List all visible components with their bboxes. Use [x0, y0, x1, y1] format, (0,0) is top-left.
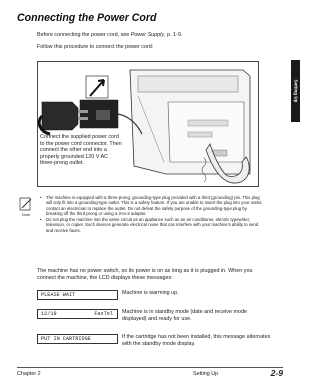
figure-caption: Connect the supplied power cord to the power cord connector. Then connect the other end into a properly grounded 120 V AC three-prong outlet. [40, 134, 122, 167]
lcd-display-standby [37, 309, 118, 319]
lcd-display-cartridge [37, 334, 118, 344]
note-item: • Do not plug the machine into the same circuit as an appliance such as an air conditioner, electric typewriter, television, or copier. Such devices generate electrical noise that can interfere with your machine's ability to send and receive faxes. [40, 217, 264, 233]
page-footer [17, 367, 283, 378]
power-cord-illustration [38, 62, 260, 188]
figure-frame [37, 61, 259, 187]
lcd-text: PUT IN CARTRIDGE [41, 336, 91, 342]
lcd-text: PLEASE WAIT [41, 292, 76, 298]
lcd-description-warming: Machine is warming up. [122, 290, 179, 296]
lcd-description-standby: Machine is in standby mode (date and receive mode displayed) and ready for use. [122, 309, 247, 322]
lcd-display-warming [37, 290, 118, 300]
lcd-text-right: FaxTel [94, 311, 113, 317]
body-paragraph: The machine has no power switch, so its power is on as long as it is plugged in. When you connect the machine, the LCD displays these messages: [37, 268, 253, 281]
note-item: • The machine is equipped with a three-prong, grounding-type plug provided with a third (grounding) pin. This plug will only fit into a grounding-type outlet. This is a safety feature. If you are unable to insert the plug into your outlet, contact an electrician to replace the outlet. Do not defeat the safety purpose of the grounding-type plug by breaking off the third prong or using a 3-to-2 adapter. [40, 195, 264, 216]
intro-paragraph-2: Follow this procedure to connect the power cord: [37, 44, 154, 50]
intro-paragraph-1 [37, 32, 182, 39]
note-label: Note [21, 212, 31, 217]
lcd-text: 12/19 [41, 311, 57, 317]
footer-section: Setting Up [193, 371, 219, 377]
notes-list [40, 195, 264, 234]
intro-reference: Power Supply [130, 32, 165, 38]
lcd-description-cartridge: If the cartridge has not been installed, this message alternates with the standby mode display. [122, 334, 271, 347]
side-tab-label: Setting Up [293, 79, 298, 103]
page-heading: Connecting the Power Cord [17, 12, 157, 24]
note-icon [18, 196, 34, 218]
footer-page-number: 2-9 [270, 368, 283, 378]
footer-chapter: Chapter 2 [17, 371, 41, 377]
intro-text-post: , p. 1-9. [164, 32, 183, 38]
side-tab [291, 60, 300, 122]
intro-text-pre: Before connecting the power cord, see [37, 32, 131, 38]
